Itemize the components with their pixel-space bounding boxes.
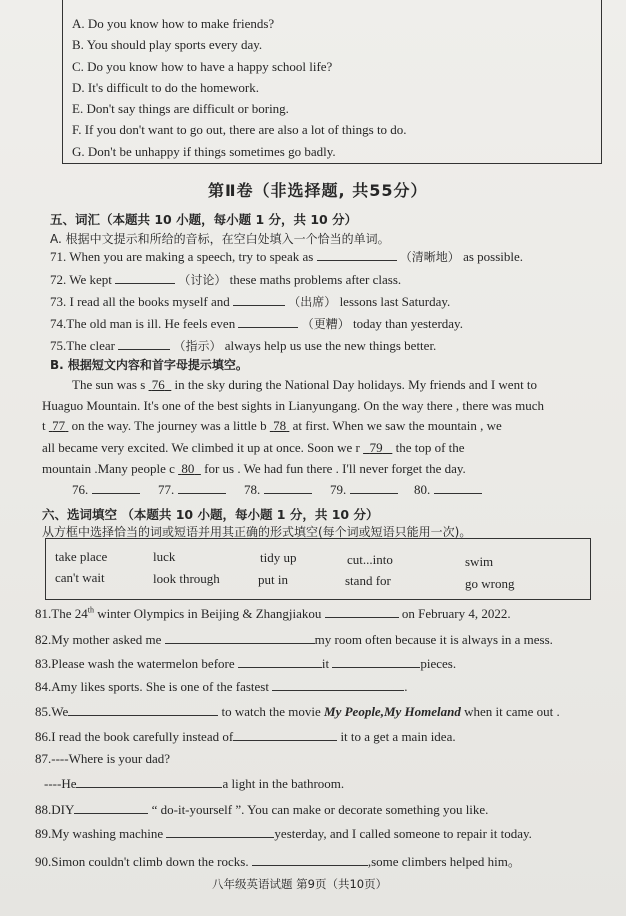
blank-78[interactable]	[270, 418, 290, 433]
answer-number: 77.	[158, 482, 175, 497]
question-90	[35, 851, 521, 870]
question-88	[35, 801, 488, 818]
question-87b	[44, 775, 344, 792]
word-option: luck	[153, 549, 176, 564]
q83-blank-1[interactable]	[238, 655, 322, 668]
section6-instruction: 从方框中选择恰当的词或短语并用其正确的形式填空(每个词或短语只能用一次)。	[42, 525, 472, 539]
word-option: stand for	[345, 573, 391, 588]
q74-blank[interactable]	[238, 315, 298, 328]
answer-number: 80.	[414, 482, 431, 497]
passage-text: all became very excited. We climbed it up at once. Soon we r	[42, 440, 364, 455]
q82-text: 82.My mother asked me	[35, 632, 162, 647]
blank-76[interactable]	[149, 377, 172, 392]
question-85	[35, 703, 560, 720]
q84-text: 84.Amy likes sports. She is one of the fastest	[35, 679, 269, 694]
passage-text: mountain .Many people c	[42, 461, 179, 476]
option-c: C. Do you know how to have a happy school life?	[72, 59, 333, 74]
section5-b-instruction: B. 根据短文内容和首字母提示填空。	[50, 358, 248, 372]
answer-number: 79.	[330, 482, 347, 497]
passage-text: in the sky during the National Day holidays. My friends and I went to	[171, 377, 538, 392]
option-f: F. If you don't want to go out, there are also a lot of things to do.	[72, 122, 407, 137]
passage-line-2	[42, 398, 544, 414]
q90-blank[interactable]	[252, 853, 368, 866]
q74-text: 74.The old man is ill. He feels even	[50, 316, 236, 331]
answer-78	[244, 481, 312, 498]
q72-text: 72. We kept	[50, 272, 112, 287]
answer-number: 78.	[244, 482, 261, 497]
option-d: D. It's difficult to do the homework.	[72, 80, 259, 95]
blank-76-number: 76	[151, 377, 165, 392]
q88-blank[interactable]	[74, 801, 148, 814]
answer-79-blank[interactable]	[350, 481, 398, 494]
blank-79[interactable]	[363, 440, 392, 455]
answer-80	[414, 481, 482, 498]
passage-line-5	[42, 461, 466, 477]
q72-after: these maths problems after class.	[229, 272, 402, 287]
q83-after: pieces.	[420, 656, 457, 671]
q73-blank[interactable]	[233, 293, 285, 306]
question-86	[35, 728, 456, 745]
q87-blank[interactable]	[76, 775, 222, 788]
q74-after: today than yesterday.	[352, 316, 463, 331]
q85-text: 85.We	[35, 704, 69, 719]
q89-text: 89.My washing machine	[35, 826, 164, 841]
question-75	[50, 337, 436, 354]
blank-80[interactable]	[178, 461, 201, 476]
passage-text: the top of the	[392, 440, 465, 455]
q75-blank[interactable]	[118, 337, 170, 350]
q72-hint: （讨论）	[178, 273, 227, 287]
word-option: swim	[465, 554, 494, 569]
page-footer: 八年级英语试题 第9页（共10页）	[212, 877, 388, 891]
q89-blank[interactable]	[166, 825, 274, 838]
section5-heading: 五、词汇（本题共 10 小题，每小题 1 分，共 10 分）	[50, 212, 358, 227]
q73-after: lessons last Saturday.	[339, 294, 451, 309]
question-72	[50, 271, 401, 288]
passage-line-3	[42, 418, 502, 434]
q81-after: on February 4, 2022.	[401, 606, 511, 621]
question-89	[35, 825, 532, 842]
word-option: look through	[153, 571, 220, 586]
q81-mid: winter Olympics in Beijing & Zhangjiakou	[93, 606, 322, 621]
q86-text: 86.I read the book carefully instead of	[35, 729, 234, 744]
answer-77-blank[interactable]	[178, 481, 226, 494]
q88-after: “ do-it-yourself ”. You can make or decorate something you like.	[151, 802, 489, 817]
q85-after: when it came out .	[464, 704, 560, 719]
question-84	[35, 678, 407, 695]
option-e: E. Don't say things are difficult or boring.	[72, 101, 289, 116]
q86-blank[interactable]	[233, 728, 337, 741]
section6-heading: 六、选词填空 （本题共 10 小题，每小题 1 分，共 10 分）	[42, 507, 379, 522]
section5-a-instruction: A. 根据中文提示和所给的音标，在空白处填入一个恰当的单词。	[50, 232, 390, 246]
q73-text: 73. I read all the books myself and	[50, 294, 230, 309]
q90-after: ,some climbers helped him。	[367, 854, 521, 869]
blank-80-number: 80	[181, 461, 195, 476]
q75-after: always help us use the new things better.	[224, 338, 437, 353]
q90-text: 90.Simon couldn't climb down the rocks.	[35, 854, 249, 869]
q81-blank[interactable]	[325, 605, 399, 618]
question-71	[50, 248, 523, 265]
q75-hint: （指示）	[173, 339, 222, 353]
question-82	[35, 631, 553, 648]
q85-blank[interactable]	[68, 703, 218, 716]
passage-text: for us . We had fun there . I'll never forget the day.	[200, 461, 466, 476]
answer-80-blank[interactable]	[434, 481, 482, 494]
word-option: cut...into	[347, 552, 393, 567]
word-option: put in	[258, 572, 288, 587]
q84-after: .	[404, 679, 408, 694]
question-74	[50, 315, 463, 332]
word-option: tidy up	[260, 550, 297, 565]
q71-blank[interactable]	[317, 248, 397, 261]
q81-text: 81.The 24	[35, 606, 88, 621]
answer-76	[72, 481, 140, 498]
answer-77	[158, 481, 226, 498]
blank-78-number: 78	[273, 418, 287, 433]
q74-hint: （更糟）	[301, 317, 350, 331]
q85-mid: to watch the movie	[221, 704, 321, 719]
q88-text: 88.DIY	[35, 802, 75, 817]
question-81	[35, 605, 511, 622]
blank-77-number: 77	[52, 418, 66, 433]
q85-movie-title: My People,My Homeland	[324, 704, 461, 719]
option-a: A. Do you know how to make friends?	[72, 16, 275, 31]
q81-sup: th	[87, 605, 94, 615]
passage-text: Huaguo Mountain. It's one of the best sights in Lianyungang. On the way there , there was much	[42, 398, 545, 413]
q83-blank-2[interactable]	[332, 655, 420, 668]
q84-blank[interactable]	[272, 678, 404, 691]
q72-blank[interactable]	[115, 271, 175, 284]
answer-79	[330, 481, 398, 498]
part-title: 第Ⅱ卷（非选择题, 共55分）	[208, 181, 428, 200]
blank-77[interactable]	[49, 418, 69, 433]
passage-text: The sun was s	[72, 377, 149, 392]
passage-line-4	[42, 440, 465, 456]
question-73	[50, 293, 450, 310]
question-87a: 87.----Where is your dad?	[35, 751, 170, 766]
q89-after: yesterday, and I called someone to repair it today.	[274, 826, 532, 841]
passage-text: on the way. The journey was a little b	[68, 418, 270, 433]
word-option: go wrong	[465, 576, 515, 591]
q71-after: as possible.	[463, 249, 524, 264]
option-b: B. You should play sports every day.	[72, 37, 263, 52]
blank-79-number: 79	[369, 440, 383, 455]
q87-after: a light in the bathroom.	[222, 776, 345, 791]
word-option: take place	[55, 549, 108, 564]
passage-line-1	[72, 377, 537, 393]
answer-78-blank[interactable]	[264, 481, 312, 494]
word-option: can't wait	[55, 570, 105, 585]
q87-text: ----He	[44, 776, 77, 791]
q83-mid: it	[321, 656, 330, 671]
q71-hint: （清晰地）	[399, 250, 460, 264]
q71-text: 71. When you are making a speech, try to speak as	[50, 249, 314, 264]
question-83	[35, 655, 456, 672]
answer-number: 76.	[72, 482, 89, 497]
q86-after: it to a get a main idea.	[340, 729, 456, 744]
q75-text: 75.The clear	[50, 338, 115, 353]
answer-76-blank[interactable]	[92, 481, 140, 494]
option-g: G. Don't be unhappy if things sometimes go badly.	[72, 144, 336, 159]
passage-text: t	[42, 418, 49, 433]
q83-text: 83.Please wash the watermelon before	[35, 656, 235, 671]
passage-text: at first. When we saw the mountain , we	[289, 418, 502, 433]
q82-blank[interactable]	[165, 631, 315, 644]
q82-after: my room often because it is always in a mess.	[314, 632, 553, 647]
q73-hint: （出席）	[288, 295, 337, 309]
